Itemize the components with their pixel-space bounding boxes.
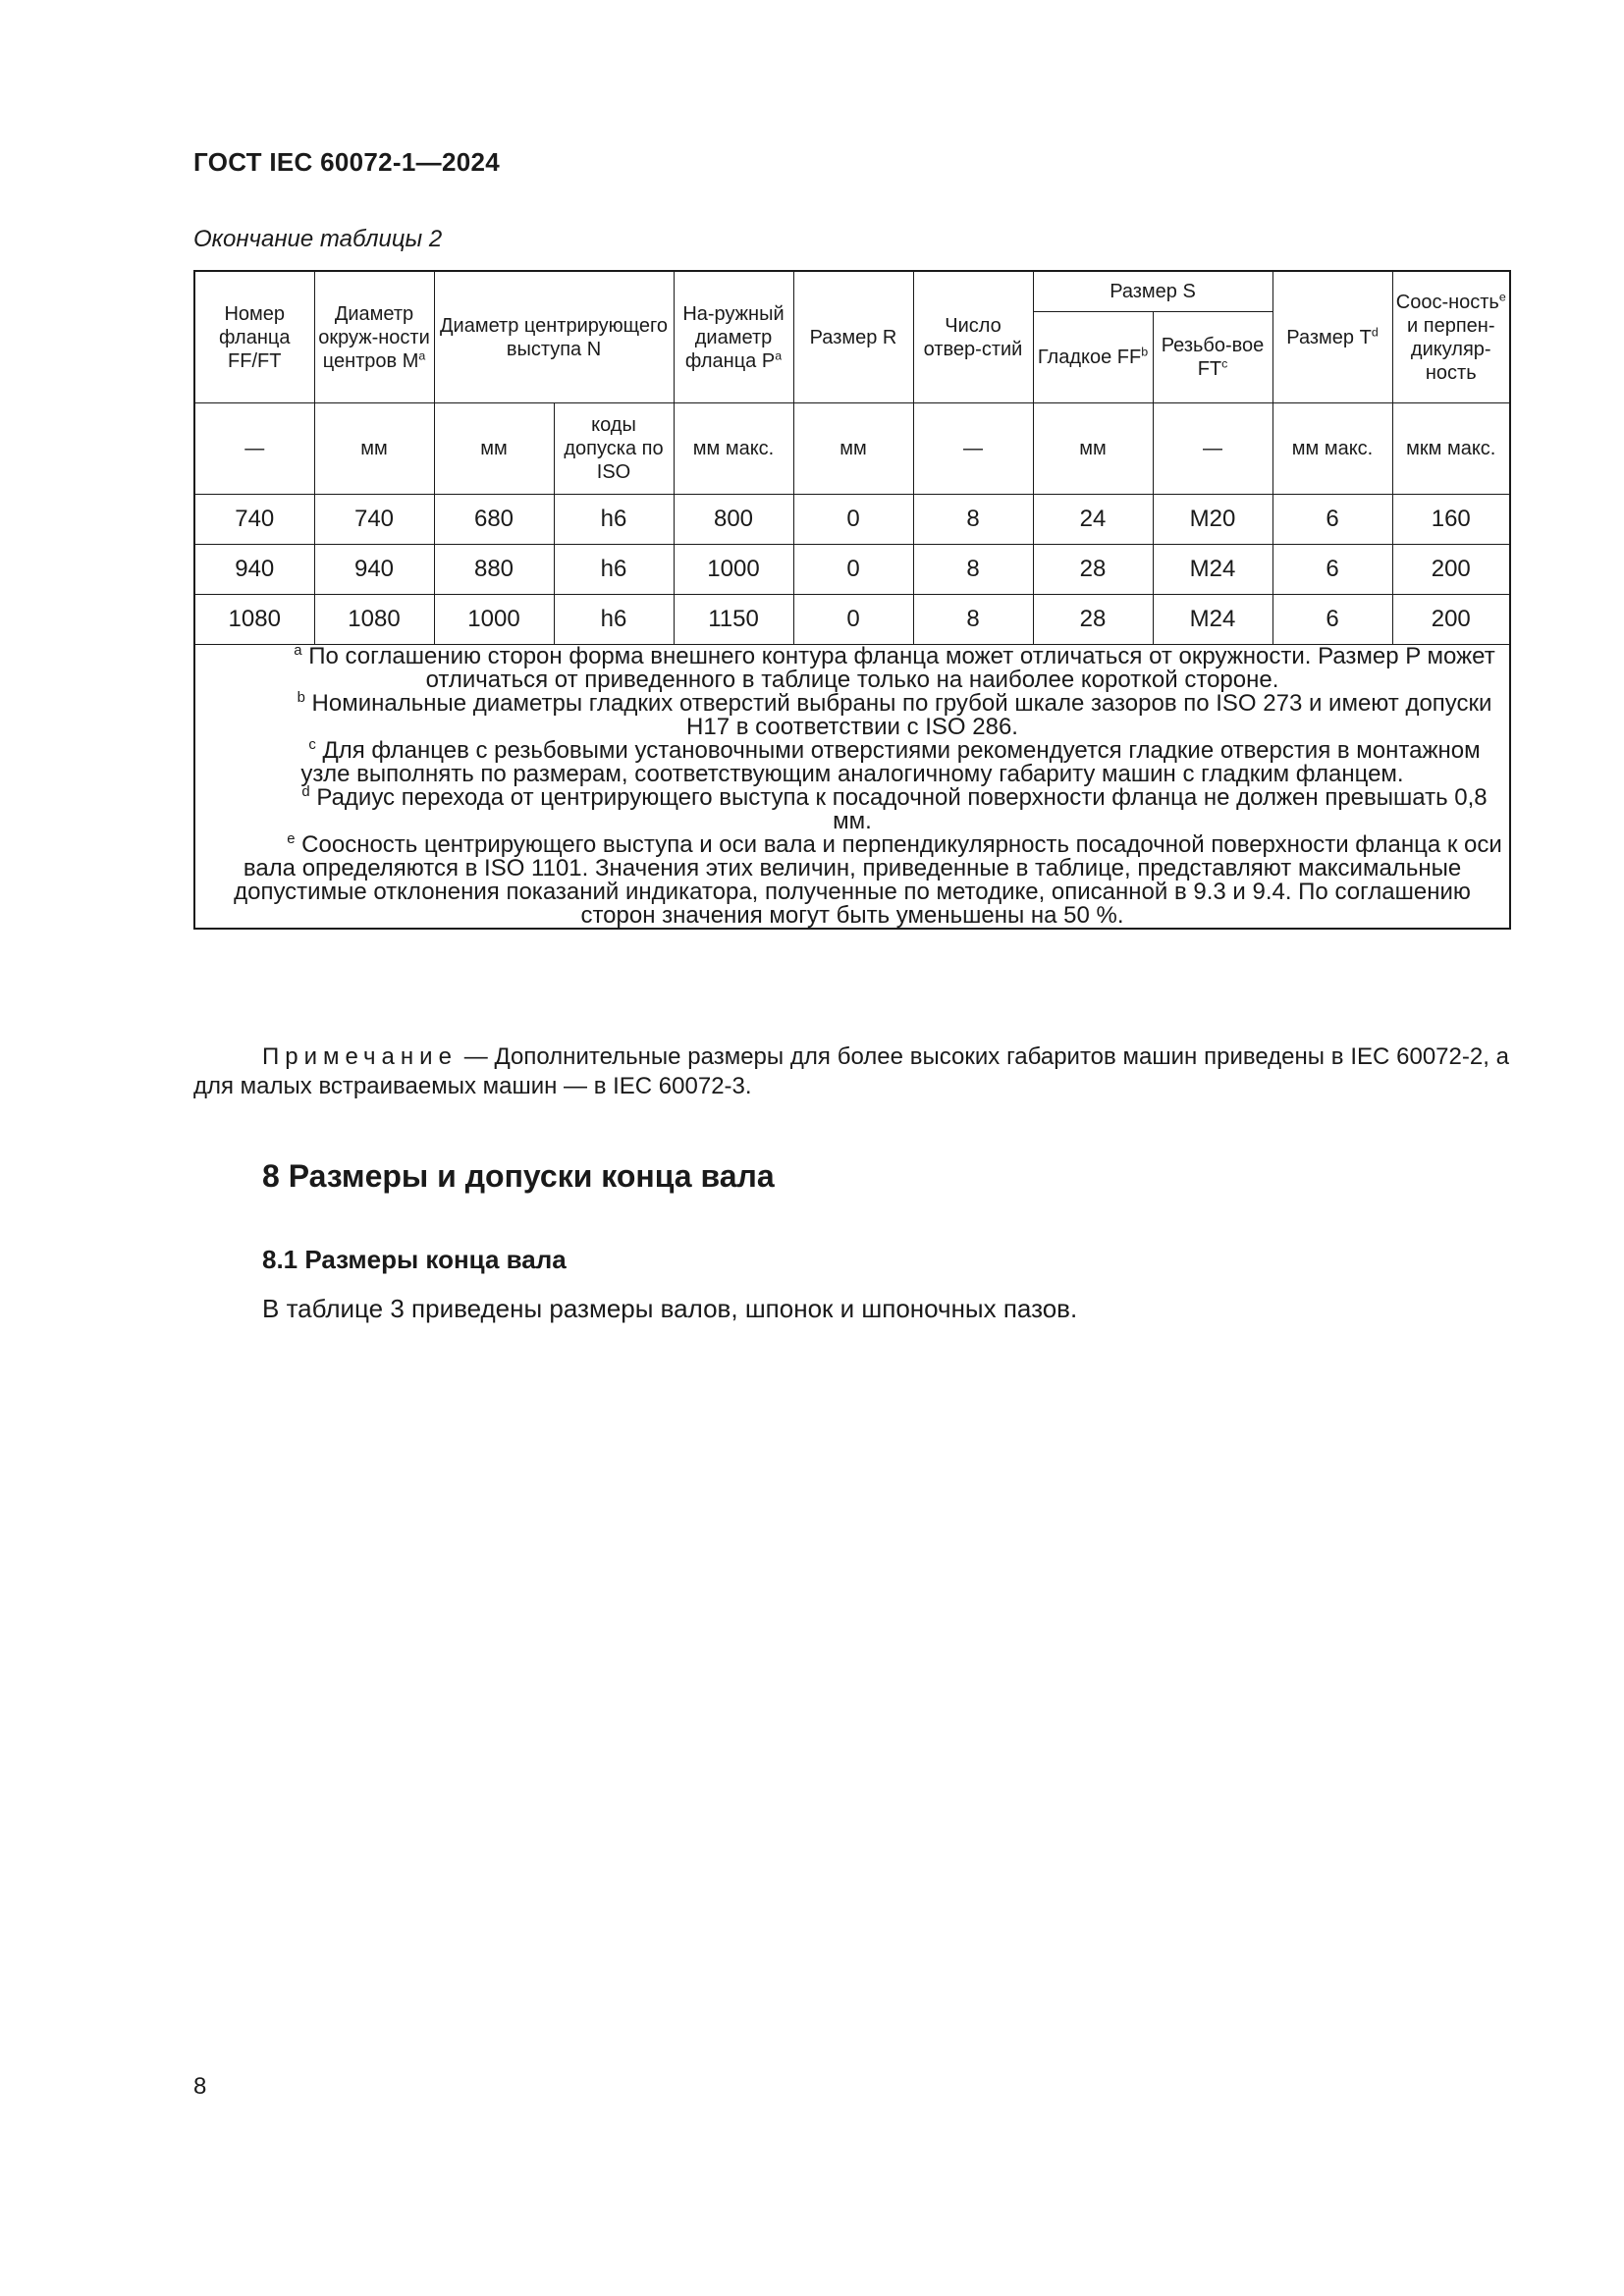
header-size-r: Размер R: [793, 271, 913, 403]
unit-cell: мм: [434, 403, 554, 495]
header-size-s: Размер S: [1033, 271, 1272, 312]
cell-p: 1000: [674, 545, 793, 595]
unit-cell: мкм макс.: [1392, 403, 1510, 495]
cell-ft: M24: [1153, 595, 1272, 645]
cell-t: 6: [1272, 495, 1392, 545]
footnote-e: $^e$ Соосность центрирующего выступа и оси вала и перпендикулярность посадочной поверхности фланца к оси вала определяются в ISO 1101. Значения этих величин, приведенные в таблице, представляют максимальные допустимые отклонения показаний индикатора, полученные по методике, описанной в 9.3 и 9.4. По соглашению сторон значения могут быть уменьшены на 50 %.: [234, 831, 1502, 929]
header-threaded-ft: Резьбо-вое $FT^c$: [1153, 312, 1272, 403]
cell-ff: 28: [1033, 545, 1153, 595]
header-coaxiality: Соос-ность$^e$ и перпен-дикуляр-ность: [1392, 271, 1510, 403]
cell-t: 6: [1272, 595, 1392, 645]
section-8-heading: 8 Размеры и допуски конца вала: [262, 1158, 775, 1194]
table-footnotes: [194, 645, 1510, 930]
footnote-c: $^c$ Для фланцев с резьбовыми установочными отверстиями рекомендуется гладкие отверстия в монтажном узле выполнять по размерам, соответствующим аналогичному габариту машин с гладким фланцем.: [300, 737, 1481, 787]
unit-cell: —: [1153, 403, 1272, 495]
cell-r: 0: [793, 495, 913, 545]
cell-p: 1150: [674, 595, 793, 645]
footnote-b: $^b$ Номинальные диаметры гладких отверстий выбраны по грубой шкале зазоров по ISO 273 и имеют допуски H17 в соответствии с ISO 286.: [297, 690, 1492, 740]
footnote-d: $^d$ Радиус перехода от центрирующего выступа к посадочной поверхности фланца не должен превышать 0,8 мм.: [301, 784, 1488, 834]
cell-holes: 8: [913, 495, 1033, 545]
section-8-1-heading: 8.1 Размеры конца вала: [262, 1245, 567, 1274]
table-note: [193, 1042, 1509, 1101]
table-row: [194, 545, 1510, 595]
unit-cell: —: [194, 403, 314, 495]
table-caption: Окончание таблицы 2: [193, 226, 443, 252]
unit-cell: мм макс.: [674, 403, 793, 495]
cell-holes: 8: [913, 595, 1033, 645]
cell-n: 880: [434, 545, 554, 595]
table-row: [194, 495, 1510, 545]
cell-tolerance: h6: [554, 495, 674, 545]
cell-n: 680: [434, 495, 554, 545]
cell-ff: 28: [1033, 595, 1153, 645]
document-header: ГОСТ IEC 60072-1—2024: [193, 147, 500, 177]
cell-ff: 24: [1033, 495, 1153, 545]
cell-coaxiality: 200: [1392, 545, 1510, 595]
note-label: Примечание: [262, 1043, 458, 1070]
cell-flange: 1080: [194, 595, 314, 645]
cell-tolerance: h6: [554, 545, 674, 595]
note-text: — Дополнительные размеры для более высоких габаритов машин приведены в IEC 60072-2, а для малых встраиваемых машин — в IEC 60072-3.: [193, 1043, 1509, 1099]
cell-coaxiality: 160: [1392, 495, 1510, 545]
header-diameter-m: Диаметр окруж-ности центров $M^a$: [314, 271, 434, 403]
header-flange-number: Номер фланца FF/FT: [194, 271, 314, 403]
cell-t: 6: [1272, 545, 1392, 595]
cell-m: 740: [314, 495, 434, 545]
cell-tolerance: h6: [554, 595, 674, 645]
cell-m: 940: [314, 545, 434, 595]
unit-cell: —: [913, 403, 1033, 495]
unit-cell: мм макс.: [1272, 403, 1392, 495]
cell-flange: 740: [194, 495, 314, 545]
header-hole-count: Число отвер-стий: [913, 271, 1033, 403]
cell-holes: 8: [913, 545, 1033, 595]
cell-flange: 940: [194, 545, 314, 595]
cell-r: 0: [793, 595, 913, 645]
page-number: 8: [193, 2073, 207, 2100]
cell-r: 0: [793, 545, 913, 595]
cell-ft: M24: [1153, 545, 1272, 595]
cell-coaxiality: 200: [1392, 595, 1510, 645]
header-smooth-ff: Гладкое $FF^b$: [1033, 312, 1153, 403]
footnote-a: $^a$ По соглашению сторон форма внешнего контура фланца может отличаться от окружности. Размер P может отличаться от приведенного в таблице только на наиболее короткой стороне.: [294, 643, 1495, 693]
header-diameter-p: На-ружный диаметр фланца $P^a$: [674, 271, 793, 403]
unit-cell: коды допуска по ISO: [554, 403, 674, 495]
table-row: [194, 595, 1510, 645]
flange-dimensions-table: [193, 270, 1511, 930]
header-size-t: Размер $T^d$: [1272, 271, 1392, 403]
section-8-1-paragraph: В таблице 3 приведены размеры валов, шпонок и шпоночных пазов.: [262, 1294, 1078, 1323]
unit-cell: мм: [314, 403, 434, 495]
units-row: [194, 403, 1510, 495]
unit-cell: мм: [1033, 403, 1153, 495]
cell-p: 800: [674, 495, 793, 545]
cell-ft: M20: [1153, 495, 1272, 545]
unit-cell: мм: [793, 403, 913, 495]
cell-m: 1080: [314, 595, 434, 645]
header-diameter-n: Диаметр центрирующего выступа N: [434, 271, 674, 403]
cell-n: 1000: [434, 595, 554, 645]
